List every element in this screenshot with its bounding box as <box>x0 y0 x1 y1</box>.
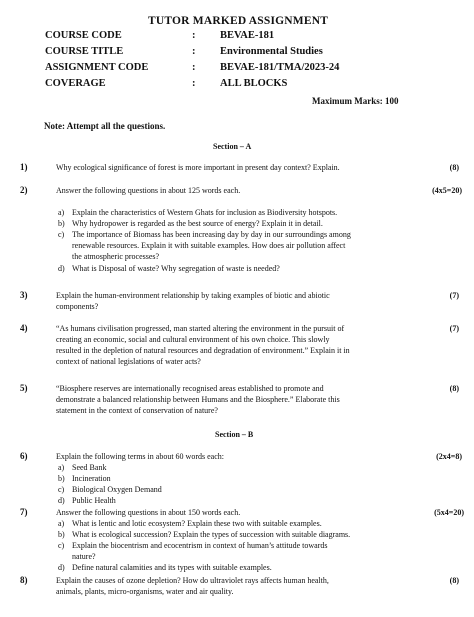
q6b-text: Incineration <box>72 474 111 483</box>
q7-text: Answer the following questions in about 150 words each. <box>56 508 241 517</box>
q2-number: 2) <box>20 185 28 195</box>
q6a-label: a) <box>58 463 65 472</box>
q5-text-3: statement in the context of conservation of nature? <box>56 406 218 415</box>
q4-text-3: resulted in the depletion of natural resources and degradation of environment.” Explain it in <box>56 346 350 355</box>
q8-number: 8) <box>20 575 28 585</box>
q4-text-2: creating an economic, social and cultural environment of his own choice. This slowly <box>56 335 330 344</box>
q2d-label: d) <box>58 264 65 273</box>
q7b-label: b) <box>58 530 65 539</box>
q1-marks: (8) <box>449 163 459 172</box>
course-title-colon: : <box>192 46 196 57</box>
page-title: TUTOR MARKED ASSIGNMENT <box>148 15 329 27</box>
q6-number: 6) <box>20 451 28 461</box>
q7c-text-1: Explain the biocentrism and ecocentrism in context of human’s attitude towards <box>72 541 328 550</box>
course-title-label: COURSE TITLE <box>45 46 124 57</box>
q2c-text-3: the atmospheric processes? <box>72 252 160 261</box>
max-marks: Maximum Marks: 100 <box>312 96 399 106</box>
q4-text-4: context of national legislations of water acts? <box>56 357 201 366</box>
q7c-text-2: nature? <box>72 552 96 561</box>
q7d-text: Define natural calamities and its types with suitable examples. <box>72 563 272 572</box>
q2a-label: a) <box>58 208 65 217</box>
q7c-label: c) <box>58 541 65 550</box>
q2c-text-1: The importance of Biomass has been increasing day by day in our surroundings among <box>72 230 351 239</box>
course-code-colon: : <box>192 30 196 41</box>
q6c-text: Biological Oxygen Demand <box>72 485 162 494</box>
q3-marks: (7) <box>449 291 459 300</box>
coverage-colon: : <box>192 78 196 89</box>
assignment-code-colon: : <box>192 62 196 73</box>
q2a-text: Explain the characteristics of Western Ghats for inclusion as Biodiversity hotspots. <box>72 208 338 217</box>
q4-text-1: “As humans civilisation progressed, man started altering the environment in the pursuit of <box>56 324 345 333</box>
coverage-label: COVERAGE <box>45 78 106 89</box>
q7d-label: d) <box>58 563 65 572</box>
q4-number: 4) <box>20 323 28 333</box>
q2-marks: (4x5=20) <box>432 186 462 195</box>
q2c-text-2: renewable resources. Explain it with suitable examples. How does air pollution affect <box>72 241 346 250</box>
q7-number: 7) <box>20 507 28 517</box>
q8-text-2: animals, plants, micro-organisms, water and air quality. <box>56 587 234 596</box>
q3-text-1: Explain the human-environment relationship by taking examples of biotic and abiotic <box>56 291 330 300</box>
q7a-text: What is lentic and lotic ecosystem? Explain these two with suitable examples. <box>72 519 322 528</box>
q6-text: Explain the following terms in about 60 words each: <box>56 452 224 461</box>
assignment-code-label: ASSIGNMENT CODE <box>45 62 149 73</box>
coverage-value: ALL BLOCKS <box>220 78 288 89</box>
q5-marks: (8) <box>449 384 459 393</box>
q6c-label: c) <box>58 485 65 494</box>
q2b-text: Why hydropower is regarded as the best source of energy? Explain it in detail. <box>72 219 323 228</box>
q2d-text: What is Disposal of waste? Why segregation of waste is needed? <box>72 264 280 273</box>
section-a-heading: Section – A <box>213 142 252 151</box>
q5-text-2: demonstrate a balanced relationship between Humans and the Biosphere.” Elaborate this <box>56 395 340 404</box>
assignment-code-value: BEVAE-181/TMA/2023-24 <box>220 62 340 73</box>
q6d-label: d) <box>58 496 65 505</box>
q7a-label: a) <box>58 519 65 528</box>
q7b-text: What is ecological succession? Explain the types of succession with suitable diagrams. <box>72 530 351 539</box>
q2-text: Answer the following questions in about 125 words each. <box>56 186 241 195</box>
q3-number: 3) <box>20 290 28 300</box>
q6-marks: (2x4=8) <box>436 452 462 461</box>
q7-marks: (5x4=20) <box>434 508 464 517</box>
q2c-label: c) <box>58 230 65 239</box>
q5-text-1: “Biosphere reserves are internationally recognised areas established to promote and <box>56 384 324 393</box>
q8-text-1: Explain the causes of ozone depletion? How do ultraviolet rays affects human health, <box>56 576 329 585</box>
q5-number: 5) <box>20 383 28 393</box>
q2b-label: b) <box>58 219 65 228</box>
q6d-text: Public Health <box>72 496 116 505</box>
note-text: Note: Attempt all the questions. <box>44 121 166 131</box>
course-title-value: Environmental Studies <box>220 46 323 57</box>
q4-marks: (7) <box>449 324 459 333</box>
course-code-value: BEVAE-181 <box>220 30 275 41</box>
q1-text: Why ecological significance of forest is more important in present day context? Explain. <box>56 163 340 172</box>
section-b-heading: Section – B <box>215 430 254 439</box>
q6a-text: Seed Bank <box>72 463 107 472</box>
q1-number: 1) <box>20 162 28 172</box>
q6b-label: b) <box>58 474 65 483</box>
q8-marks: (8) <box>449 576 459 585</box>
q3-text-2: components? <box>56 302 99 311</box>
course-code-label: COURSE CODE <box>45 30 122 41</box>
